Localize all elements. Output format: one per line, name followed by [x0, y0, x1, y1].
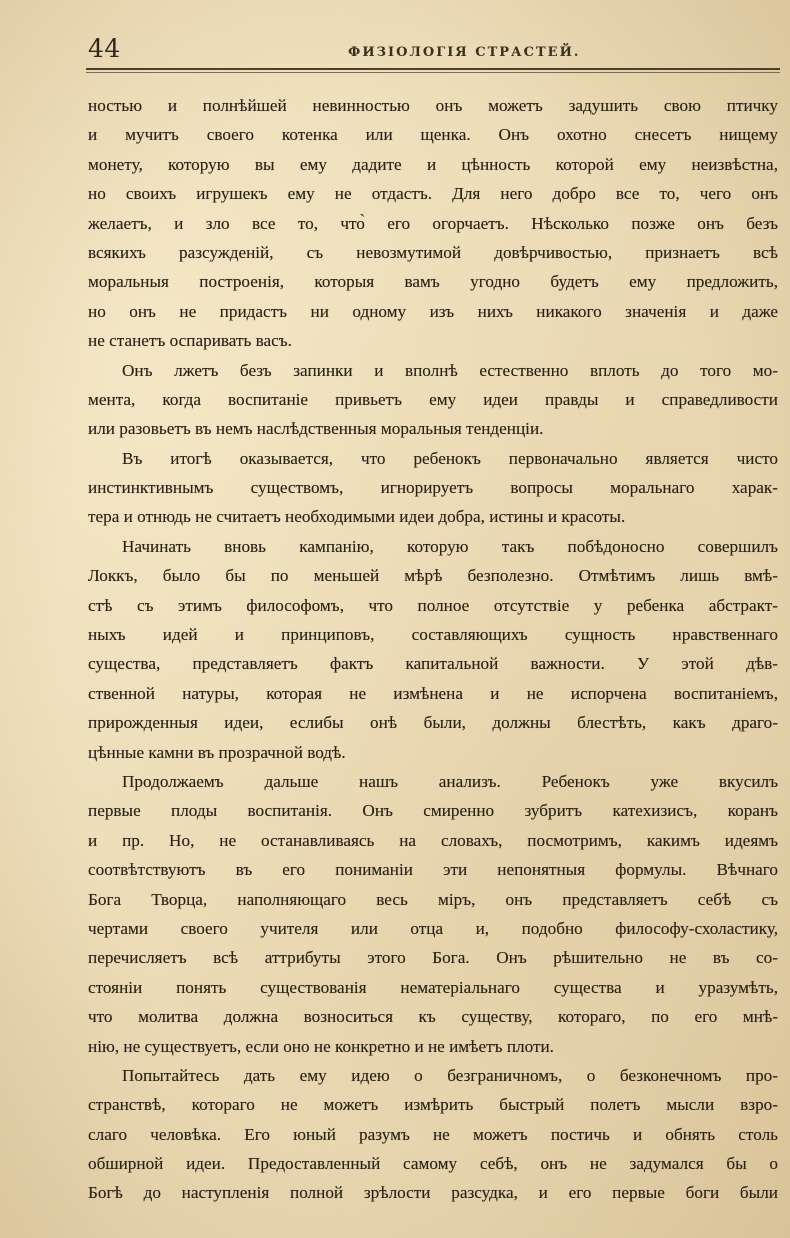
- paragraph-end-line: или разовьетъ въ немъ наслѣдственныя моральныя тенденціи.: [88, 419, 544, 439]
- text-line: обширной идеи. Предоставленный самому себѣ, онъ не задумался бы о: [88, 1154, 778, 1174]
- text-line: существа, представляетъ фактъ капитальной важности. У этой дѣв-: [88, 654, 778, 674]
- paragraph-end-line: нію, не существуетъ, если оно не конкретно и не имѣетъ плоти.: [88, 1036, 554, 1056]
- text-line: ностью и полнѣйшей невинностью онъ можетъ задушить свою птичку: [88, 96, 778, 115]
- text-line: и пр. Но, не останавливаясь на словахъ, посмотримъ, какимъ идеямъ: [88, 830, 778, 850]
- page-number: 44: [88, 34, 121, 63]
- header-rule: [86, 68, 780, 70]
- paragraph-start-line: Начинать вновь кампанію, которую такъ побѣдоносно совершилъ: [122, 536, 778, 556]
- header-rule-thin: [86, 72, 780, 73]
- text-line: моральныя построенія, которыя вамъ угодно будетъ ему предложить,: [88, 272, 778, 292]
- text-line: слаго человѣка. Его юный разумъ не можетъ постичь и обнять столь: [88, 1124, 778, 1144]
- body-text: [88, 91, 778, 1208]
- running-title: ФИЗІОЛОГІЯ СТРАСТЕЙ.: [348, 45, 581, 60]
- text-line: прирожденныя идеи, еслибы онѣ были, должны блестѣть, какъ драго-: [88, 713, 778, 733]
- text-line: желаетъ, и зло все то, что̀ его огорчаетъ. Нѣсколько позже онъ безъ: [88, 213, 778, 233]
- text-line: чертами своего учителя или отца и, подобно философу-схоластику,: [88, 918, 778, 938]
- paragraph-end-line: не станетъ оспаривать васъ.: [88, 331, 292, 351]
- text-line: монету, которую вы ему дадите и цѣнность которой ему неизвѣстна,: [88, 154, 778, 174]
- text-line: ныхъ идей и принциповъ, составляющихъ сущность нравственнаго: [88, 625, 778, 645]
- paragraph-end-line: цѣнные камни въ прозрачной водѣ.: [88, 742, 346, 762]
- text-line: мента, когда воспитаніе привьетъ ему идеи правды и справедливости: [88, 389, 778, 409]
- text-line: и мучитъ своего котенка или щенка. Онъ охотно снесетъ нищему: [88, 125, 778, 145]
- text-line: Богѣ до наступленія полной зрѣлости разсудка, и его первые боги были: [88, 1183, 778, 1203]
- text-line: инстинктивнымъ существомъ, игнорируетъ вопросы моральнаго харак-: [88, 478, 778, 498]
- page-header: [86, 32, 780, 66]
- text-line: ственной натуры, которая не измѣнена и не испорчена воспитаніемъ,: [88, 683, 778, 703]
- text-line: стояніи понять существованія нематеріальнаго существа и уразумѣть,: [88, 977, 778, 997]
- paragraph-start-line: Попытайтесь дать ему идею о безграничномъ, о безконечномъ про-: [122, 1065, 778, 1085]
- paragraph-end-line: тера и отнюдь не считаетъ необходимыми идеи добра, истины и красоты.: [88, 507, 626, 527]
- text-line: стѣ съ этимъ философомъ, что полное отсутствіе у ребенка абстракт-: [88, 595, 778, 615]
- text-line: странствѣ, котораго не можетъ измѣрить быстрый полетъ мысли взро-: [88, 1095, 778, 1115]
- text-line: первые плоды воспитанія. Онъ смиренно зубритъ катехизисъ, коранъ: [88, 801, 778, 821]
- text-line: Бога Творца, наполняющаго весь міръ, онъ представляетъ себѣ съ: [88, 889, 778, 909]
- text-line: что молитва должна возноситься къ существу, котораго, по его мнѣ-: [88, 1007, 778, 1027]
- paragraph-start-line: Въ итогѣ оказывается, что ребенокъ первоначально является чисто: [122, 448, 778, 468]
- text-line: всякихъ разсужденій, съ невозмутимой довѣрчивостью, признаетъ всѣ: [88, 242, 778, 262]
- text-line: но онъ не придастъ ни одному изъ нихъ никакого значенія и даже: [88, 301, 778, 321]
- text-line: Локкъ, было бы по меньшей мѣрѣ безполезно. Отмѣтимъ лишь вмѣ-: [88, 566, 778, 586]
- paragraph-start-line: Онъ лжетъ безъ запинки и вполнѣ естественно вплоть до того мо-: [122, 360, 778, 380]
- text-line: но своихъ игрушекъ ему не отдастъ. Для него добро все то, чего онъ: [88, 184, 778, 204]
- paragraph-start-line: Продолжаемъ дальше нашъ анализъ. Ребенокъ уже вкусилъ: [122, 771, 778, 791]
- text-line: перечисляетъ всѣ аттрибуты этого Бога. Онъ рѣшительно не въ со-: [88, 948, 778, 968]
- text-line: соотвѣтствуютъ въ его пониманіи эти непонятныя формулы. Вѣчнаго: [88, 860, 778, 880]
